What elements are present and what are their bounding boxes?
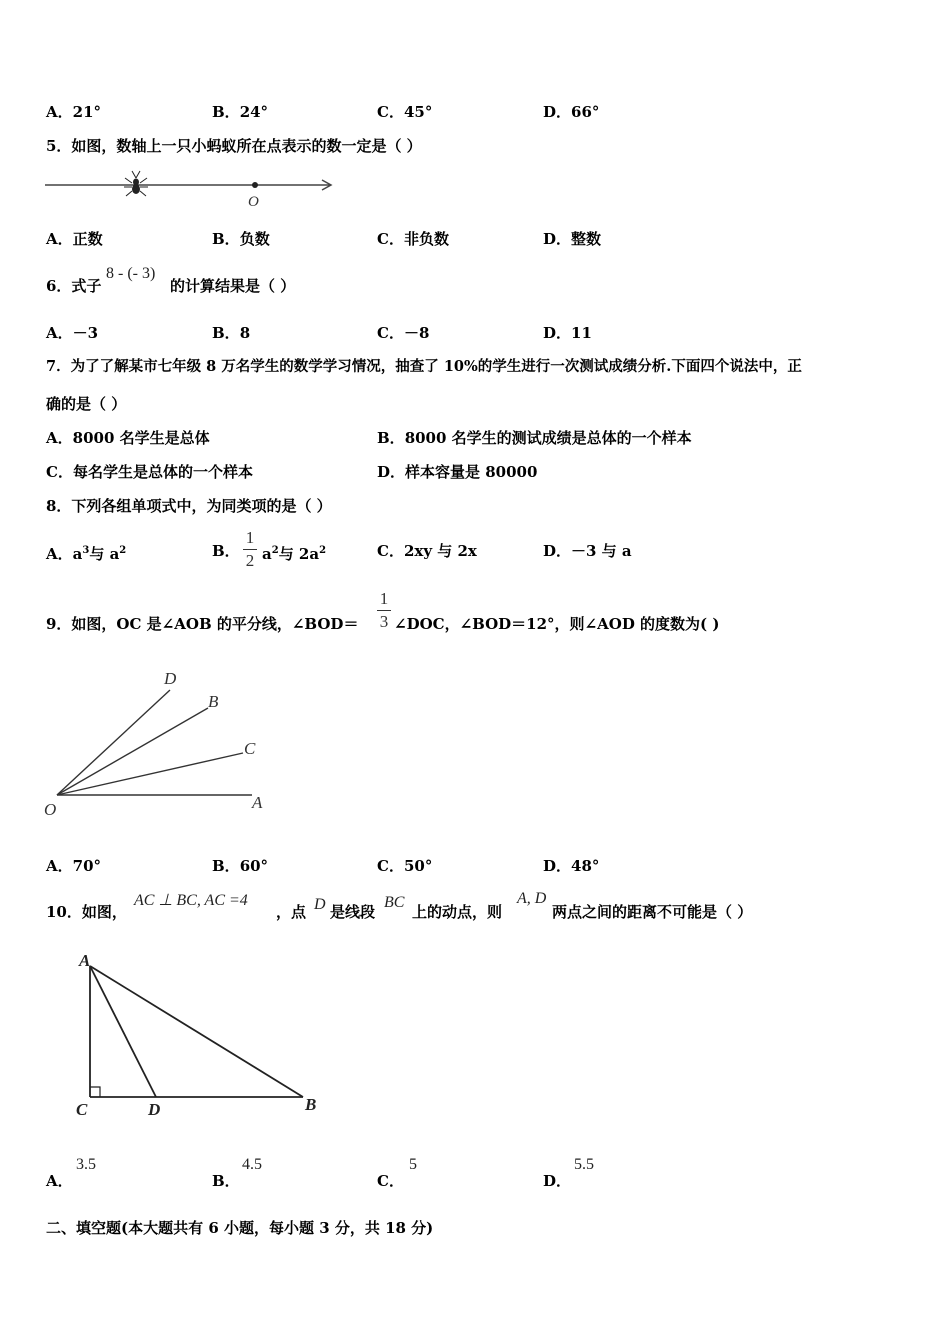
q10-stem-part3: 是线段 — [330, 903, 376, 921]
q7-option-c[interactable]: C．每名学生是总体的一个样本 — [46, 463, 253, 481]
q10-stem-prefix: 10．如图， — [46, 903, 127, 921]
q8-option-b-letter[interactable]: B． — [212, 542, 240, 560]
label-d: D — [148, 1100, 161, 1119]
q6-option-c[interactable]: C．－8 — [377, 324, 430, 342]
q10-option-c-value: 5 — [409, 1156, 417, 1173]
q10-option-b-letter[interactable]: B． — [212, 1172, 240, 1190]
q7-option-b[interactable]: B．8000 名学生的测试成绩是总体的一个样本 — [377, 429, 692, 447]
ray-oc — [57, 753, 243, 795]
q4-option-d[interactable]: D．66° — [543, 103, 600, 121]
label-b: B — [208, 692, 219, 711]
q6-option-d[interactable]: D．11 — [543, 324, 592, 342]
ray-ob — [57, 708, 208, 795]
q9-fraction: 1 3 — [377, 589, 391, 632]
q9-stem-prefix: 9．如图，OC 是∠AOB 的平分线，∠BOD＝ — [46, 615, 359, 633]
q7-stem-line2: 确的是（ ） — [46, 395, 127, 413]
origin-label: O — [248, 194, 259, 210]
q5-number-line-figure — [40, 168, 340, 210]
q8-option-b-terms[interactable]: $a^2$与 $2a^2$ — [262, 545, 327, 563]
q10-points-ad: A, D — [517, 890, 547, 907]
q10-condition: AC ⊥ BC, AC =4 — [134, 892, 248, 909]
q10-point-d: D — [314, 896, 326, 913]
q8-option-d[interactable]: D．－3 与 a — [543, 542, 632, 560]
q9-option-b[interactable]: B．60° — [212, 857, 269, 875]
label-d: D — [164, 669, 177, 688]
q10-option-a-letter[interactable]: A． — [46, 1172, 73, 1190]
q4-option-b[interactable]: B．24° — [212, 103, 269, 121]
q9-angle-figure — [40, 665, 280, 825]
q5-option-b[interactable]: B．负数 — [212, 230, 270, 248]
q8-option-a[interactable]: A．$a^3$与 $a^2$ — [46, 545, 127, 563]
q10-segment-bc: BC — [384, 894, 405, 911]
q10-triangle-figure — [70, 948, 330, 1123]
q7-stem-line1: 7．为了了解某市七年级 8 万名学生的数学学习情况，抽查了 10%的学生进行一次测试成绩分析.下面四个说法中，正 — [46, 358, 802, 375]
origin-point — [252, 182, 258, 188]
q5-stem: 5．如图，数轴上一只小蚂蚁所在点表示的数一定是（ ） — [46, 137, 422, 155]
q5-option-c[interactable]: C．非负数 — [377, 230, 449, 248]
label-a: A — [79, 951, 91, 970]
q8-option-b-fraction: 1 2 — [243, 528, 257, 571]
label-c: C — [76, 1100, 88, 1119]
q9-option-d[interactable]: D．48° — [543, 857, 600, 875]
q8-option-c[interactable]: C．2xy 与 2x — [377, 542, 477, 560]
q7-option-a[interactable]: A．8000 名学生是总体 — [46, 429, 210, 447]
ant-icon — [124, 171, 148, 196]
q7-option-d[interactable]: D．样本容量是 80000 — [377, 463, 538, 481]
label-a: A — [252, 793, 263, 812]
q5-option-a[interactable]: A．正数 — [46, 230, 103, 248]
q9-option-a[interactable]: A．70° — [46, 857, 102, 875]
q10-option-b-value: 4.5 — [242, 1156, 262, 1173]
ray-od — [57, 690, 170, 795]
q10-option-d-value: 5.5 — [574, 1156, 594, 1173]
label-o: O — [44, 800, 57, 819]
q10-option-a-value: 3.5 — [76, 1156, 96, 1173]
q8-stem: 8．下列各组单项式中，为同类项的是（ ） — [46, 497, 332, 515]
section-2-heading: 二、填空题(本大题共有 6 小题，每小题 3 分，共 18 分) — [46, 1219, 434, 1237]
q4-option-a[interactable]: A．21° — [46, 103, 102, 121]
right-angle-mark — [90, 1087, 100, 1097]
q10-stem-part5: 两点之间的距离不可能是（ ） — [552, 903, 753, 921]
q9-option-c[interactable]: C．50° — [377, 857, 433, 875]
q4-option-c[interactable]: C．45° — [377, 103, 433, 121]
q9-stem-suffix: ∠DOC，∠BOD＝12°，则∠AOD 的度数为( ) — [394, 615, 720, 633]
q6-expression: 8 - (- 3) — [106, 265, 156, 282]
q10-option-d-letter[interactable]: D． — [543, 1172, 572, 1190]
label-c: C — [244, 739, 256, 758]
label-b: B — [305, 1095, 317, 1114]
side-ab — [90, 966, 303, 1097]
q6-option-a[interactable]: A．－3 — [46, 324, 99, 342]
q6-option-b[interactable]: B．8 — [212, 324, 251, 342]
q10-stem-part4: 上的动点，则 — [412, 903, 503, 921]
q6-stem-prefix: 6．式子 — [46, 277, 102, 295]
q6-stem-suffix: 的计算结果是（ ） — [170, 277, 296, 295]
q10-option-c-letter[interactable]: C． — [377, 1172, 404, 1190]
q5-option-d[interactable]: D．整数 — [543, 230, 602, 248]
q10-stem-part2: ，点 — [276, 903, 307, 921]
